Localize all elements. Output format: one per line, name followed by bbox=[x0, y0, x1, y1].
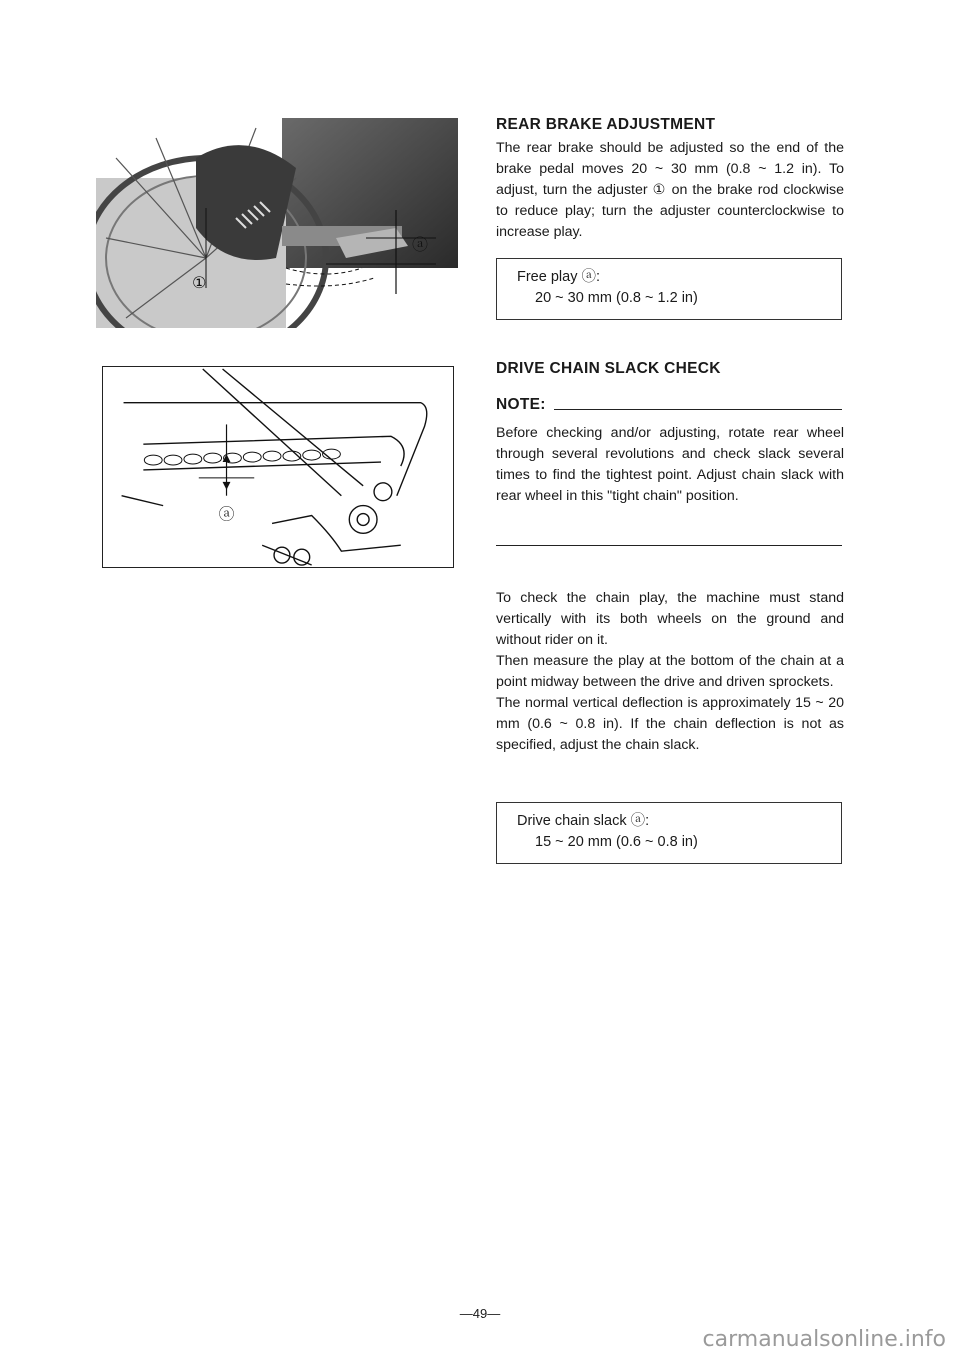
free-play-label: Free play ⓐ: bbox=[517, 269, 600, 285]
note-rule bbox=[554, 409, 842, 410]
chain-slack-spec-box bbox=[496, 802, 842, 864]
rear-brake-body: The rear brake should be adjusted so the end of the brake pedal moves 20 ~ 30 mm (0.8 ~ 1.2 in). To adjust, turn the adjuster ① on the brake rod clockwise to reduce play; turn the adjuster counterclockwise to increase play. bbox=[496, 140, 844, 240]
chain-slack-label: Drive chain slack ⓐ: bbox=[517, 813, 650, 829]
chain-check-text bbox=[496, 588, 844, 756]
note-end-rule bbox=[496, 545, 842, 546]
free-play-spec-box bbox=[496, 258, 842, 320]
note-header bbox=[496, 396, 842, 414]
watermark: carmanualsonline.info bbox=[702, 1327, 946, 1352]
callout-adjuster-label: ① bbox=[192, 273, 207, 292]
chain-check-body-3: The normal vertical deflection is approximately 15 ~ 20 mm (0.6 ~ 0.8 in). If the chain deflection is not as specified, adjust the chain slack. bbox=[496, 695, 844, 753]
rear-brake-heading: REAR BRAKE ADJUSTMENT bbox=[496, 116, 716, 133]
callout-slack-label: ⓐ bbox=[218, 504, 235, 524]
note-label: NOTE: bbox=[496, 396, 546, 413]
rear-brake-section bbox=[496, 116, 844, 243]
drive-chain-diagram bbox=[102, 366, 454, 568]
note-body: Before checking and/or adjusting, rotate rear wheel through several revolutions and check slack several times to find the tightest point. Adjust chain slack with rear wheel in this "tight chain" position. bbox=[496, 425, 844, 504]
chain-slack-value: 15 ~ 20 mm (0.6 ~ 0.8 in) bbox=[535, 834, 698, 850]
chain-check-body-1: To check the chain play, the machine must stand vertically with its both wheels on the ground and without rider on it. bbox=[496, 590, 844, 648]
page-number: —49— bbox=[459, 1306, 501, 1321]
drive-chain-section bbox=[496, 360, 844, 378]
free-play-value: 20 ~ 30 mm (0.8 ~ 1.2 in) bbox=[535, 290, 698, 306]
rear-brake-photo bbox=[96, 118, 458, 328]
callout-play-label: ⓐ bbox=[412, 235, 429, 254]
chain-check-body-2: Then measure the play at the bottom of the chain at a point midway between the drive and driven sprockets. bbox=[496, 653, 844, 690]
drive-chain-heading: DRIVE CHAIN SLACK CHECK bbox=[496, 360, 721, 377]
